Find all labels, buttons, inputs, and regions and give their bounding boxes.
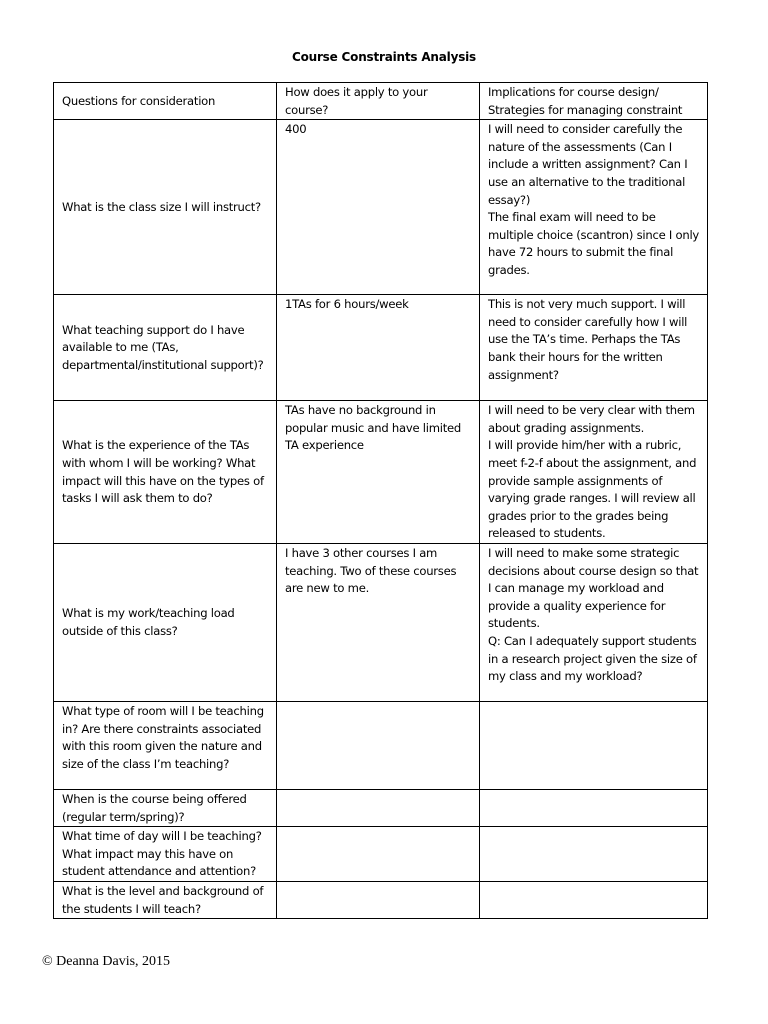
question-cell: When is the course being offered (regular term/spring)? [54, 789, 277, 826]
implications-cell: I will need to be very clear with them about grading assignments. I will provide him/her with a rubric, meet f-2-f about the assignment, and provide sample assignments of varying grade ranges. I will review all grades prior to the grades being released to students. [480, 401, 708, 544]
table-header-row [54, 83, 708, 120]
application-cell: TAs have no background in popular music and have limited TA experience [277, 401, 480, 544]
table-row [54, 543, 708, 701]
constraints-table [53, 82, 708, 919]
question-cell: What is the experience of the TAs with whom I will be working? What impact will this have on the types of tasks I will ask them to do? [54, 401, 277, 544]
application-cell [277, 701, 480, 789]
implications-cell [480, 701, 708, 789]
implications-cell [480, 881, 708, 918]
question-cell: What is the level and background of the students I will teach? [54, 881, 277, 918]
question-cell: What time of day will I be teaching? What impact may this have on student attendance and attention? [54, 827, 277, 882]
question-cell: What is the class size I will instruct? [54, 120, 277, 295]
question-cell: What is my work/teaching load outside of this class? [54, 543, 277, 701]
application-cell: 1TAs for 6 hours/week [277, 295, 480, 401]
application-cell [277, 881, 480, 918]
copyright-footer: © Deanna Davis, 2015 [42, 954, 171, 969]
header-questions: Questions for consideration [54, 83, 277, 120]
table-row [54, 401, 708, 544]
implications-cell [480, 789, 708, 826]
table-row [54, 827, 708, 882]
table-row [54, 120, 708, 295]
document-title: Course Constraints Analysis [291, 50, 477, 64]
header-application: How does it apply to your course? [277, 83, 480, 120]
table-row [54, 881, 708, 918]
table-row [54, 295, 708, 401]
implications-cell: I will need to make some strategic decisions about course design so that I can manage my workload and provide a quality experience for students. Q: Can I adequately support students in a research project given the size of my class and my workload? [480, 543, 708, 701]
question-cell: What type of room will I be teaching in? Are there constraints associated with this room given the nature and size of the class I’m teaching? [54, 701, 277, 789]
implications-cell [480, 827, 708, 882]
table-row [54, 701, 708, 789]
application-cell [277, 789, 480, 826]
implications-cell: I will need to consider carefully the nature of the assessments (Can I include a written assignment? Can I use an alternative to the traditional essay?) The final exam will need to be multiple choice (scantron) since I only have 72 hours to submit the final grades. [480, 120, 708, 295]
application-cell [277, 827, 480, 882]
implications-cell: This is not very much support. I will need to consider carefully how I will use the TA’s time. Perhaps the TAs bank their hours for the written assignment? [480, 295, 708, 401]
question-cell: What teaching support do I have available to me (TAs, departmental/institutional support)? [54, 295, 277, 401]
application-cell: 400 [277, 120, 480, 295]
header-implications: Implications for course design/ Strategies for managing constraint [480, 83, 708, 120]
table-row [54, 789, 708, 826]
application-cell: I have 3 other courses I am teaching. Two of these courses are new to me. [277, 543, 480, 701]
